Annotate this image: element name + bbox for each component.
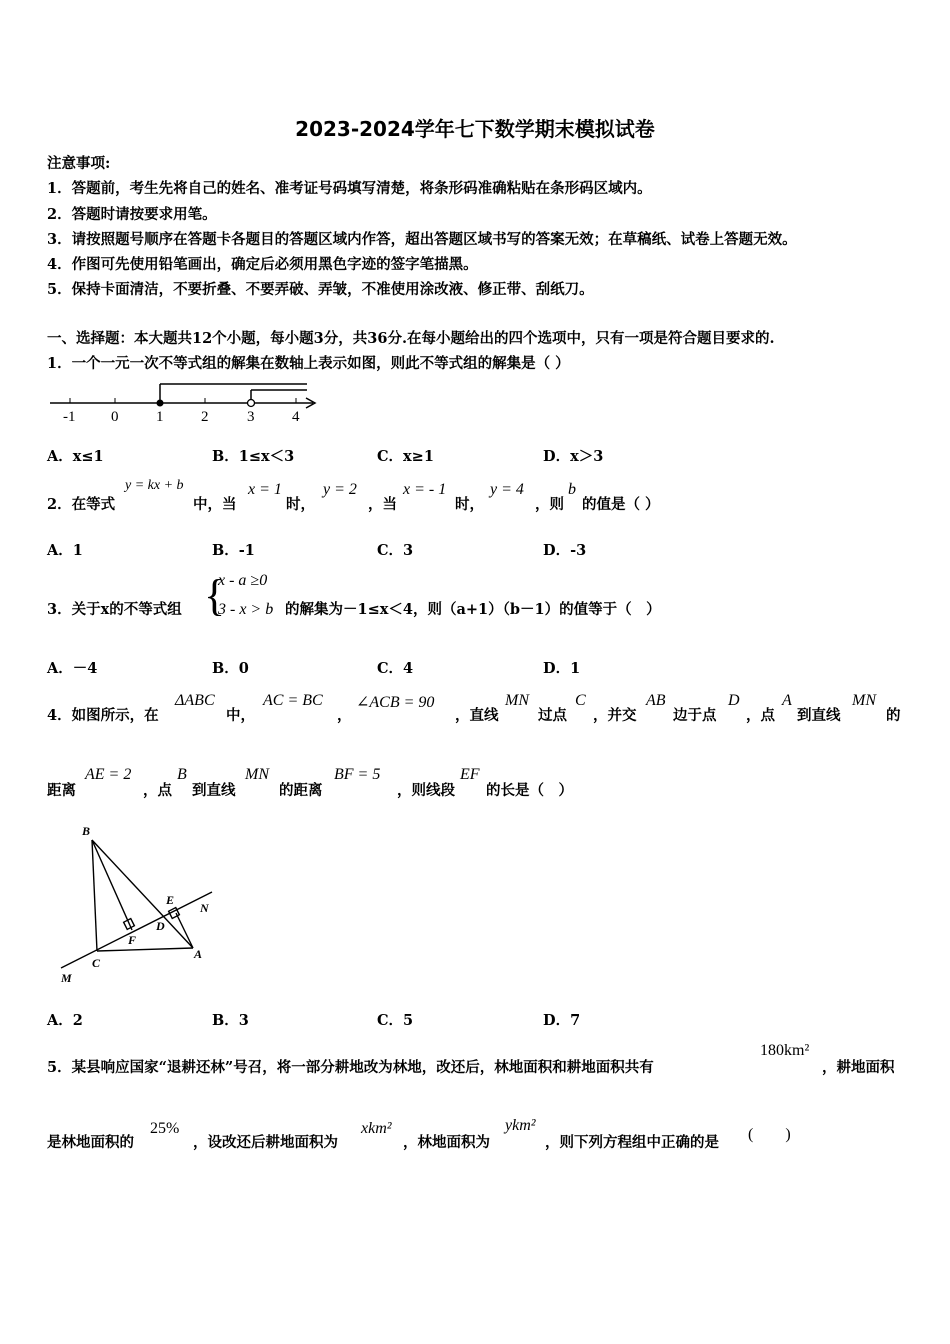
- question-text: 的解集为－1≤x＜4，则（a+1）（b－1）的值等于（ ）: [285, 601, 661, 618]
- math-expression: D: [728, 692, 740, 709]
- option-a: A．1: [47, 542, 83, 559]
- math-expression: AB: [646, 692, 666, 709]
- question-text: 时，: [455, 496, 484, 513]
- question-text: ，则: [535, 496, 564, 513]
- question-text: 中，: [226, 707, 255, 724]
- notice-item: 2．答题时请按要求用笔。: [47, 206, 217, 223]
- math-expression: EF: [460, 766, 480, 783]
- question-text: 的: [886, 707, 901, 724]
- math-expression: 25%: [150, 1120, 180, 1137]
- math-expression: B: [177, 766, 187, 783]
- page-title: 2023-2024学年七下数学期末模拟试卷: [295, 117, 655, 141]
- question-5-text: 5．某县响应国家“退耕还林”号召，将一部分耕地改为林地，改还后，林地面积和耕地面积共有: [47, 1059, 654, 1076]
- question-text: ，当: [368, 496, 397, 513]
- math-expression: 180km²: [760, 1042, 810, 1059]
- option-c: C．4: [377, 660, 414, 677]
- triangle-figure: [55, 820, 225, 990]
- question-text: 距离: [47, 782, 76, 799]
- option-d: D．-3: [543, 542, 587, 559]
- option-a: A．x≤1: [47, 448, 104, 465]
- option-a: A．2: [47, 1012, 83, 1029]
- figure-label: E: [166, 893, 175, 907]
- question-text: 的距离: [279, 782, 323, 799]
- option-c: C．3: [377, 542, 414, 559]
- question-text: ，耕地面积: [822, 1059, 895, 1076]
- axis-tick-label: -1: [63, 409, 76, 425]
- question-text: ，林地面积为: [403, 1134, 490, 1151]
- inequality-line-1: x - a ≥0: [218, 572, 268, 589]
- axis-tick-label: 3: [247, 409, 255, 425]
- question-text: ，则线段: [397, 782, 455, 799]
- option-b: B．0: [212, 660, 249, 677]
- math-expression: ΔABC: [175, 692, 215, 709]
- question-text: 过点: [538, 707, 567, 724]
- math-expression: ykm²: [505, 1117, 536, 1134]
- question-text: ，直线: [455, 707, 499, 724]
- option-d: D．1: [543, 660, 581, 677]
- question-1-text: 1．一个一元一次不等式组的解集在数轴上表示如图，则此不等式组的解集是（ ）: [47, 355, 570, 372]
- brace-icon: {: [204, 571, 226, 620]
- notice-item: 5．保持卡面清洁，不要折叠、不要弄破、弄皱，不准使用涂改液、修正带、刮纸刀。: [47, 281, 594, 298]
- option-b: B．3: [212, 1012, 249, 1029]
- question-text: ，点: [746, 707, 775, 724]
- question-text: ，设改还后耕地面积为: [193, 1134, 338, 1151]
- question-4-text: 4．如图所示，在: [47, 707, 159, 724]
- math-expression: xkm²: [361, 1120, 392, 1137]
- question-text: ，则下列方程组中正确的是: [545, 1134, 719, 1151]
- answer-blank: ( ): [748, 1126, 791, 1143]
- question-text: 到直线: [797, 707, 841, 724]
- math-expression: BF = 5: [334, 766, 381, 783]
- option-c: C．x≥1: [377, 448, 434, 465]
- question-text: 的值是（ ）: [582, 496, 660, 513]
- math-expression: ∠ACB = 90: [356, 694, 435, 711]
- math-expression: MN: [245, 766, 269, 783]
- question-text: 是林地面积的: [47, 1134, 134, 1151]
- number-line-figure: [45, 378, 325, 428]
- figure-label: N: [200, 901, 209, 915]
- option-d: D．x＞3: [543, 448, 604, 465]
- math-expression: A: [782, 692, 792, 709]
- question-text: 时，: [286, 496, 315, 513]
- question-text: 边于点: [673, 707, 717, 724]
- question-2-text: 2．在等式: [47, 496, 116, 513]
- question-text: 到直线: [192, 782, 236, 799]
- question-text: ，并交: [593, 707, 637, 724]
- option-a: A．－4: [47, 660, 98, 677]
- notice-item: 3．请按照题号顺序在答题卡各题目的答题区域内作答，超出答题区域书写的答案无效；在草稿纸、试卷上答题无效。: [47, 231, 797, 248]
- axis-tick-label: 2: [201, 409, 209, 425]
- notice-heading: 注意事项:: [47, 155, 111, 172]
- figure-label: C: [92, 956, 101, 970]
- figure-label: M: [61, 971, 72, 985]
- question-text: ，: [337, 707, 352, 724]
- math-expression: y = 2: [323, 481, 357, 498]
- question-text: 中，当: [193, 496, 237, 513]
- inequality-line-2: 3 - x > b: [218, 601, 274, 618]
- axis-tick-label: 4: [292, 409, 300, 425]
- notice-item: 4．作图可先使用铅笔画出，确定后必须用黑色字迹的签字笔描黑。: [47, 256, 478, 273]
- math-expression: MN: [852, 692, 876, 709]
- math-expression: y = 4: [490, 481, 524, 498]
- math-expression: AE = 2: [85, 766, 132, 783]
- notice-item: 1．答题前，考生先将自己的姓名、准考证号码填写清楚，将条形码准确粘贴在条形码区域内。: [47, 180, 652, 197]
- math-expression: x = 1: [248, 481, 282, 498]
- option-b: B．-1: [212, 542, 255, 559]
- question-text: 的长是（ ）: [486, 782, 573, 799]
- question-text: ，点: [143, 782, 172, 799]
- figure-label: F: [128, 933, 137, 947]
- figure-label: B: [82, 824, 91, 838]
- math-expression: MN: [505, 692, 529, 709]
- figure-label: D: [156, 919, 165, 933]
- math-expression: y = kx + b: [125, 478, 184, 493]
- option-d: D．7: [543, 1012, 581, 1029]
- math-expression: C: [575, 692, 586, 709]
- axis-tick-label: 1: [156, 409, 164, 425]
- section-heading: 一、选择题：本大题共12个小题，每小题3分，共36分.在每小题给出的四个选项中，只有一项是符合题目要求的.: [47, 330, 775, 347]
- figure-label: A: [194, 947, 203, 961]
- option-b: B．1≤x＜3: [212, 448, 295, 465]
- question-3-text: 3．关于x的不等式组: [47, 601, 182, 618]
- option-c: C．5: [377, 1012, 414, 1029]
- axis-tick-label: 0: [111, 409, 119, 425]
- math-expression: AC = BC: [263, 692, 323, 709]
- math-expression: b: [568, 481, 576, 498]
- math-expression: x = - 1: [403, 481, 447, 498]
